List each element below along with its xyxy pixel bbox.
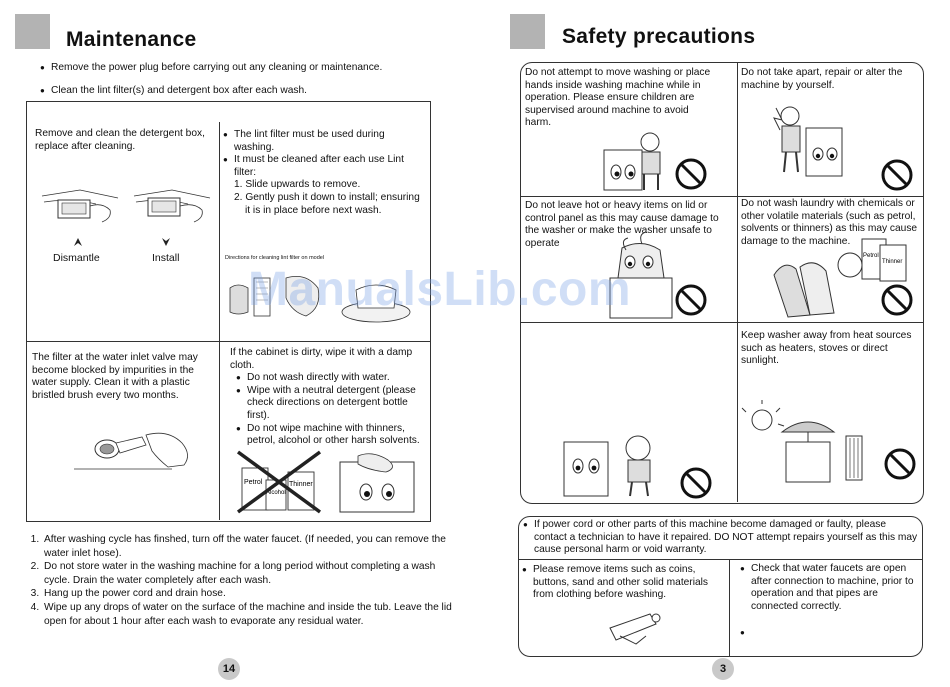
page-number-right: 3 — [712, 658, 734, 680]
intro-bullet: ● Clean the lint filter(s) and detergent box after each wash. — [40, 85, 440, 98]
lint-filter-text: ● The lint filter must be used during washing. ● It must be cleaned after each use Lint filter: 1. Slide upwards to remove. 2. Gently push it down to install; ensuring it is in place before next wash. — [223, 129, 423, 217]
page-number-left: 14 — [218, 658, 240, 680]
arrow-down-icon — [160, 236, 172, 248]
numbered-step: 4. Wipe up any drops of water on the surface of the machine and inside the tub. Leave the lid open for about 1 hour after each wash to evaporate any residual water. — [42, 601, 452, 628]
washer-children-illustration — [560, 432, 670, 498]
left-header-square — [15, 14, 50, 49]
safety-hot-text: Do not leave hot or heavy items on lid or control panel as this may cause damage to the washer or make the washer unsafe to operate — [525, 200, 719, 249]
numbered-step: 2. Do not store water in the washing machine for a long period without completing a wash cycle. Drain the water completely after each wash. — [42, 560, 452, 587]
cabinet-intro: If the cabinet is dirty, wipe it with a damp cloth. — [230, 347, 413, 371]
cabinet-bullets — [236, 372, 425, 448]
faucets-note: Check that water faucets are open after connection to machine, prior to operation and that pipes are connected correctly. — [751, 563, 914, 612]
prohibition-icon — [881, 159, 913, 191]
power-cord-warning: If power cord or other parts of this machine become damaged or faulty, please contact a technician to have it repaired. DO NOT attempt repairs yourself as this may cause personal harm or void warranty. — [534, 519, 918, 556]
hands-clothing-pockets-illustration — [606, 608, 666, 648]
chem-label-thinner: Thinner — [882, 259, 903, 265]
safety-heat-text: Keep washer away from heat sources such as heaters, stoves or direct sunlight. — [741, 330, 912, 367]
safety-title: Safety precautions — [562, 25, 756, 48]
detergent-text: Remove and clean the detergent box, replace after cleaning. — [35, 128, 205, 152]
cabinet-bullet: ● Wipe with a neutral detergent (please check directions on detergent bottle first). — [236, 385, 425, 423]
safety-grid-divider-vertical — [737, 62, 738, 502]
washer-wipe-illustration — [338, 452, 418, 514]
safety-chemicals-text: Do not wash laundry with chemicals or other volatile materials (such as petrol, solvents or thinners) as this may cause damage to the machine. — [741, 198, 918, 247]
lint-diagram-caption: Directions for cleaning lint filter on model — [225, 255, 325, 261]
empty-bullet: ● — [740, 628, 745, 638]
remove-items-text: ● Please remove items such as coins, buttons, sand and other solid materials from clothing before washing. — [522, 564, 708, 601]
bottle-label-alcohol: Alcohol — [266, 490, 286, 496]
sun-heater-illustration — [742, 402, 872, 488]
safety-grid-divider-2 — [520, 322, 923, 323]
prohibition-icon — [675, 284, 707, 316]
lint-bullet-2: It must be cleaned after each use Lint filter: — [234, 154, 404, 178]
power-cord-text: ● If power cord or other parts of this machine become damaged or faulty, please contact a technician to have it repaired. DO NOT attempt repairs yourself as this may cause personal harm or void warranty. — [523, 519, 918, 556]
faucets-text: ● Check that water faucets are open after connection to machine, prior to operation and that pipes are connected correctly. ● — [740, 563, 920, 640]
safety-apart-text: Do not take apart, repair or alter the machine by yourself. — [741, 67, 903, 91]
bottom-box-divider — [518, 559, 922, 560]
bottom-box-divider-vertical — [729, 559, 730, 656]
grid-divider-horizontal — [26, 341, 430, 342]
numbered-step: 3. Hang up the power cord and drain hose. — [42, 587, 452, 601]
watermark: ManualsLib.com — [248, 263, 632, 316]
arrow-up-icon — [72, 236, 84, 248]
grid-divider-vertical — [219, 122, 220, 520]
intro-bullet: ● Remove the power plug before carrying out any cleaning or maintenance. — [40, 62, 440, 75]
remove-items-note: Please remove items such as coins, buttons, sand and other solid materials from clothing before washing. — [533, 564, 708, 601]
child-repair-illustration — [766, 98, 846, 188]
lint-bullet-1: The lint filter must be used during washing. — [234, 129, 385, 153]
child-at-washer-illustration — [600, 128, 670, 194]
detergent-box-install-illustration — [132, 188, 212, 228]
chem-label-petrol: Petrol — [863, 253, 879, 259]
cabinet-bullet: ● Do not wipe machine with thinners, petrol, alcohol or other harsh solvents. — [236, 423, 425, 448]
prohibition-icon — [881, 284, 913, 316]
bottle-label-petrol: Petrol — [244, 479, 263, 486]
prohibition-icon — [884, 448, 916, 480]
prohibition-icon — [680, 467, 712, 499]
maintenance-title: Maintenance — [66, 28, 197, 51]
detergent-box-dismantle-illustration — [40, 188, 120, 228]
prohibition-icon — [675, 158, 707, 190]
dismantle-label: Dismantle — [53, 252, 100, 264]
maintenance-numbered-steps — [20, 533, 452, 628]
install-label: Install — [152, 252, 180, 264]
safety-move-text: Do not attempt to move washing or place hands inside washing machine while in operation. Please ensure children are supervised around machine to avoid harm. — [525, 67, 711, 129]
intro-bullets — [40, 62, 440, 97]
bottle-label-thinner: Thinner — [289, 481, 313, 488]
right-header-square — [510, 14, 545, 49]
inlet-filter-brush-illustration — [72, 425, 202, 480]
numbered-step: 1. After washing cycle has finshed, turn off the water faucet. (If needed, you can remove the water inlet hose). — [42, 533, 452, 560]
safety-grid-divider-1 — [520, 196, 923, 197]
cabinet-cleaning-text — [230, 347, 425, 448]
lint-step-1: 1. Slide upwards to remove. — [234, 179, 361, 191]
solvent-bottles-crossed-illustration — [236, 450, 322, 515]
cabinet-bullet: ● Do not wash directly with water. — [236, 372, 425, 385]
inlet-filter-text: The filter at the water inlet valve may become blocked by impurities in the water supply. Clean it with a plastic bristled brush every two months. — [32, 352, 198, 401]
lint-step-2: 2. Gently push it down to install; ensuring it is in place before next wash. — [234, 191, 420, 216]
